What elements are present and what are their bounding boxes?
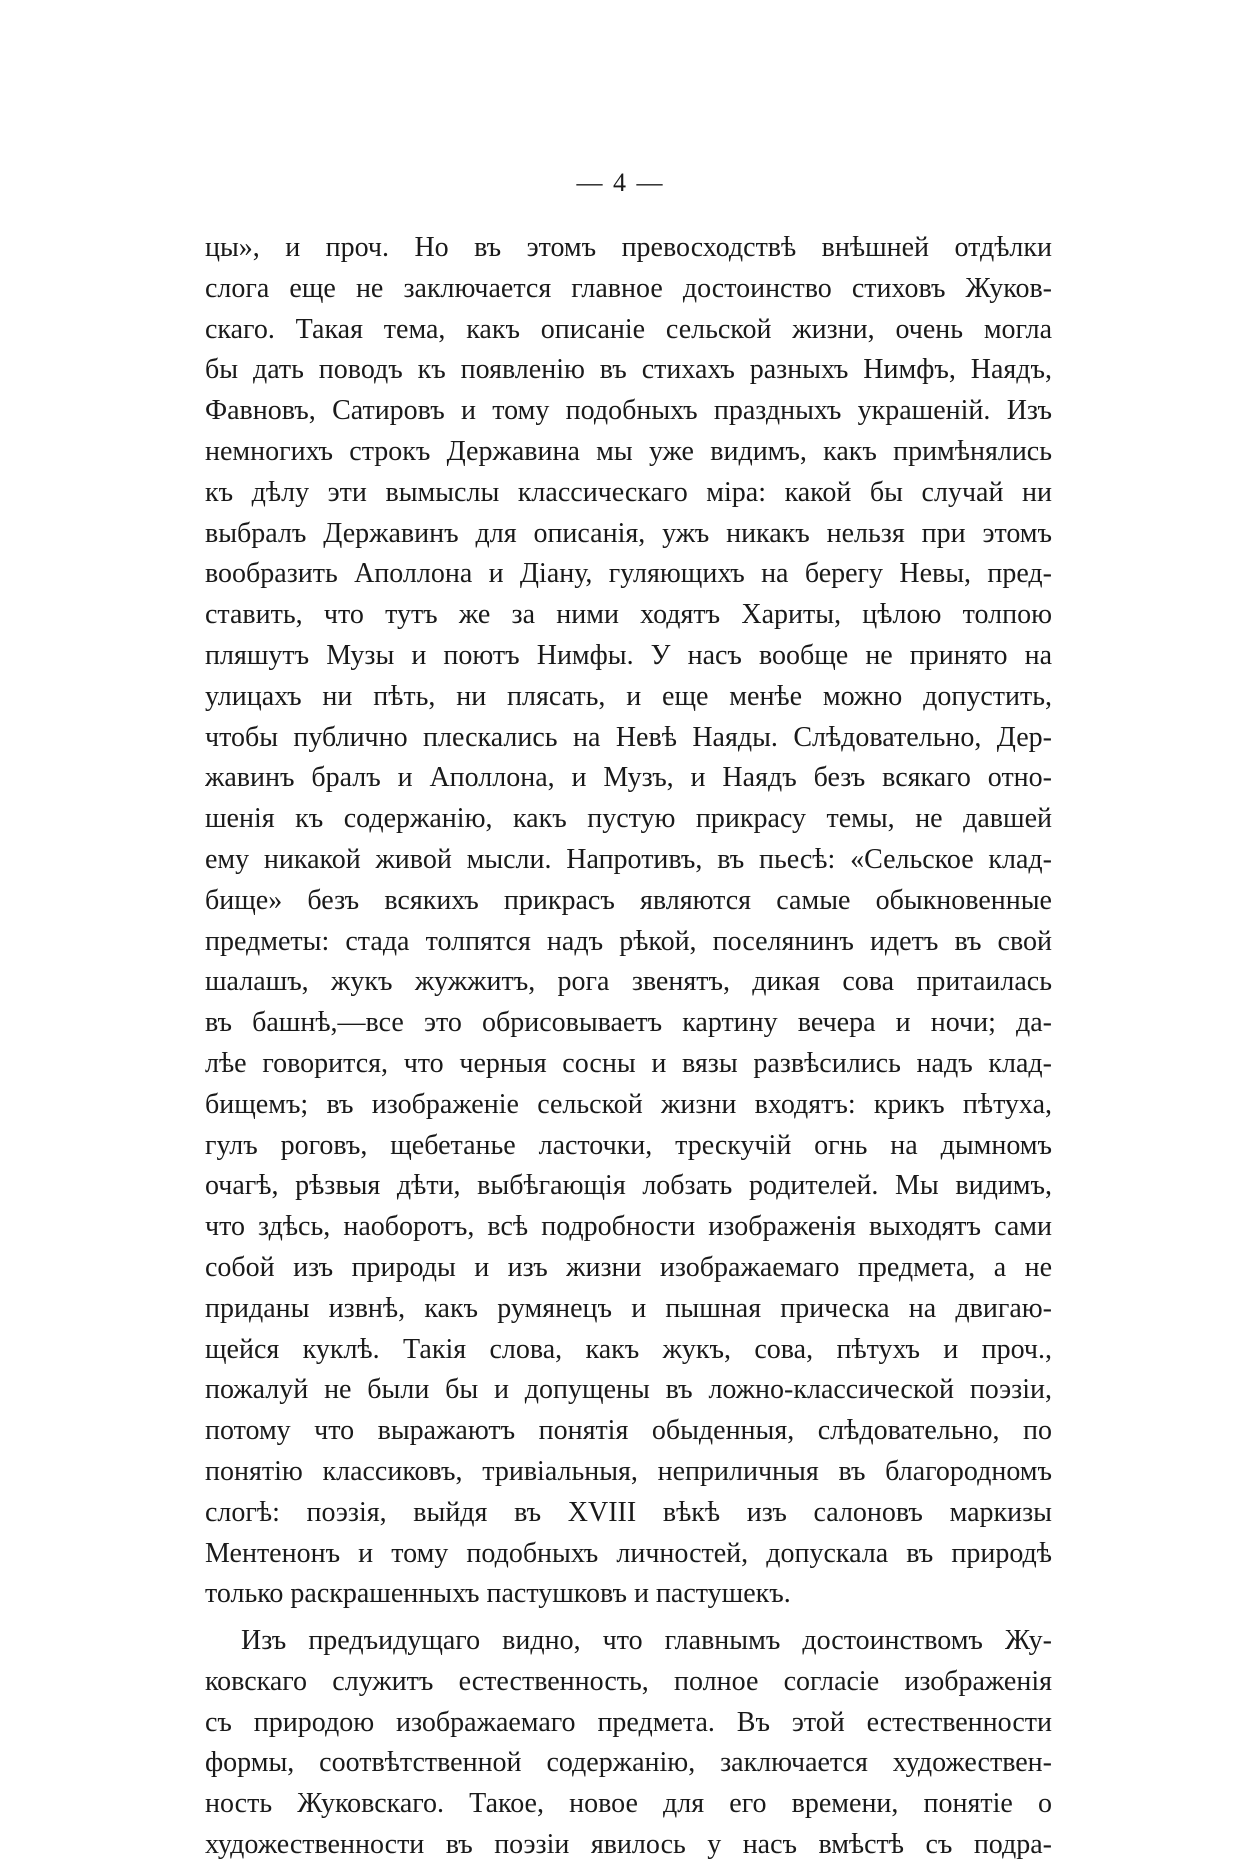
text-line: очагѣ, рѣзвыя дѣти, выбѣгающія лобзать родителей. Мы видимъ, <box>205 1170 1052 1202</box>
text-line: шенія къ содержанію, какъ пустую прикрасу темы, не давшей <box>205 803 1052 835</box>
text-line: слогѣ: поэзія, выйдя въ XVIII вѣкѣ изъ салоновъ маркизы <box>205 1496 1052 1528</box>
text-line: что здѣсь, наоборотъ, всѣ подробности изображенія выходятъ сами <box>205 1211 1052 1243</box>
text-line: пляшутъ Музы и поютъ Нимфы. У насъ вообще не принято на <box>205 639 1052 671</box>
text-line: въ башнѣ,—все это обрисовываетъ картину вечера и ночи; да- <box>205 1007 1052 1039</box>
text-line: бищемъ; въ изображеніе сельской жизни входятъ: крикъ пѣтуха, <box>205 1088 1052 1120</box>
text-line: гулъ роговъ, щебетанье ласточки, трескучій огнь на дымномъ <box>205 1129 1052 1161</box>
body-text <box>205 228 1052 1866</box>
text-line: пожалуй не были бы и допущены въ ложно-классической поэзіи, <box>205 1374 1052 1406</box>
text-line: съ природою изображаемаго предмета. Въ этой естественности <box>205 1706 1052 1738</box>
text-line: выбралъ Державинъ для описанія, ужъ никакъ нельзя при этомъ <box>205 517 1052 549</box>
text-line: щейся куклѣ. Такія слова, какъ жукъ, сова, пѣтухъ и проч., <box>205 1333 1052 1365</box>
text-line: формы, соотвѣтственной содержанію, заключается художествен- <box>205 1747 1052 1779</box>
text-line: понятію классиковъ, тривіальныя, неприличныя въ благородномъ <box>205 1455 1052 1487</box>
text-line: Изъ предъидущаго видно, что главнымъ достоинствомъ Жу- <box>241 1625 1052 1657</box>
text-line: ставить, что тутъ же за ними ходятъ Хариты, цѣлою толпою <box>205 599 1052 631</box>
text-line: шалашъ, жукъ жужжитъ, рога звенятъ, дикая сова притаилась <box>205 966 1052 998</box>
text-line: Ментенонъ и тому подобныхъ личностей, допускала въ природѣ <box>205 1537 1052 1569</box>
text-line: ковскаго служитъ естественность, полное согласіе изображенія <box>205 1665 1052 1697</box>
text-line: бы дать поводъ къ появленію въ стихахъ разныхъ Нимфъ, Наядъ, <box>205 354 1052 386</box>
page-number: — 4 — <box>576 168 665 197</box>
text-line: вообразить Аполлона и Діану, гуляющихъ на берегу Невы, пред- <box>205 558 1052 590</box>
text-line: улицахъ ни пѣть, ни плясать, и еще менѣе можно допустить, <box>205 680 1052 712</box>
text-line: лѣе говорится, что черныя сосны и вязы развѣсились надъ клад- <box>205 1047 1052 1079</box>
text-line: слога еще не заключается главное достоинство стиховъ Жуков- <box>205 272 1052 304</box>
paragraph <box>205 1621 1052 1866</box>
text-line: собой изъ природы и изъ жизни изображаемаго предмета, а не <box>205 1251 1052 1283</box>
text-line: Фавновъ, Сатировъ и тому подобныхъ праздныхъ украшеній. Изъ <box>205 395 1052 427</box>
text-line: жавинъ бралъ и Аполлона, и Музъ, и Наядъ безъ всякаго отно- <box>205 762 1052 794</box>
text-line: художественности въ поэзіи явилось у насъ вмѣстѣ съ подра- <box>205 1829 1052 1861</box>
text-line: ность Жуковскаго. Такое, новое для его времени, понятіе о <box>205 1788 1052 1820</box>
text-line: ему никакой живой мысли. Напротивъ, въ пьесѣ: «Сельское клад- <box>205 843 1052 875</box>
text-line: немногихъ строкъ Державина мы уже видимъ, какъ примѣнялись <box>205 435 1052 467</box>
text-line: чтобы публично плескались на Невѣ Наяды. Слѣдовательно, Дер- <box>205 721 1052 753</box>
text-line: бище» безъ всякихъ прикрасъ являются самые обыкновенные <box>205 884 1052 916</box>
text-line: къ дѣлу эти вымыслы классическаго міра: какой бы случай ни <box>205 476 1052 508</box>
text-line: приданы извнѣ, какъ румянецъ и пышная прическа на двигаю- <box>205 1292 1052 1324</box>
text-line: цы», и проч. Но въ этомъ превосходствѣ внѣшней отдѣлки <box>205 232 1052 263</box>
text-line: потому что выражаютъ понятія обыденныя, слѣдовательно, по <box>205 1415 1052 1447</box>
paragraph <box>205 228 1052 1615</box>
text-line: только раскрашенныхъ пастушковъ и пастушекъ. <box>205 1578 791 1610</box>
text-line: скаго. Такая тема, какъ описаніе сельской жизни, очень могла <box>205 313 1052 345</box>
text-line: предметы: стада толпятся надъ рѣкой, поселянинъ идетъ въ свой <box>205 925 1052 957</box>
